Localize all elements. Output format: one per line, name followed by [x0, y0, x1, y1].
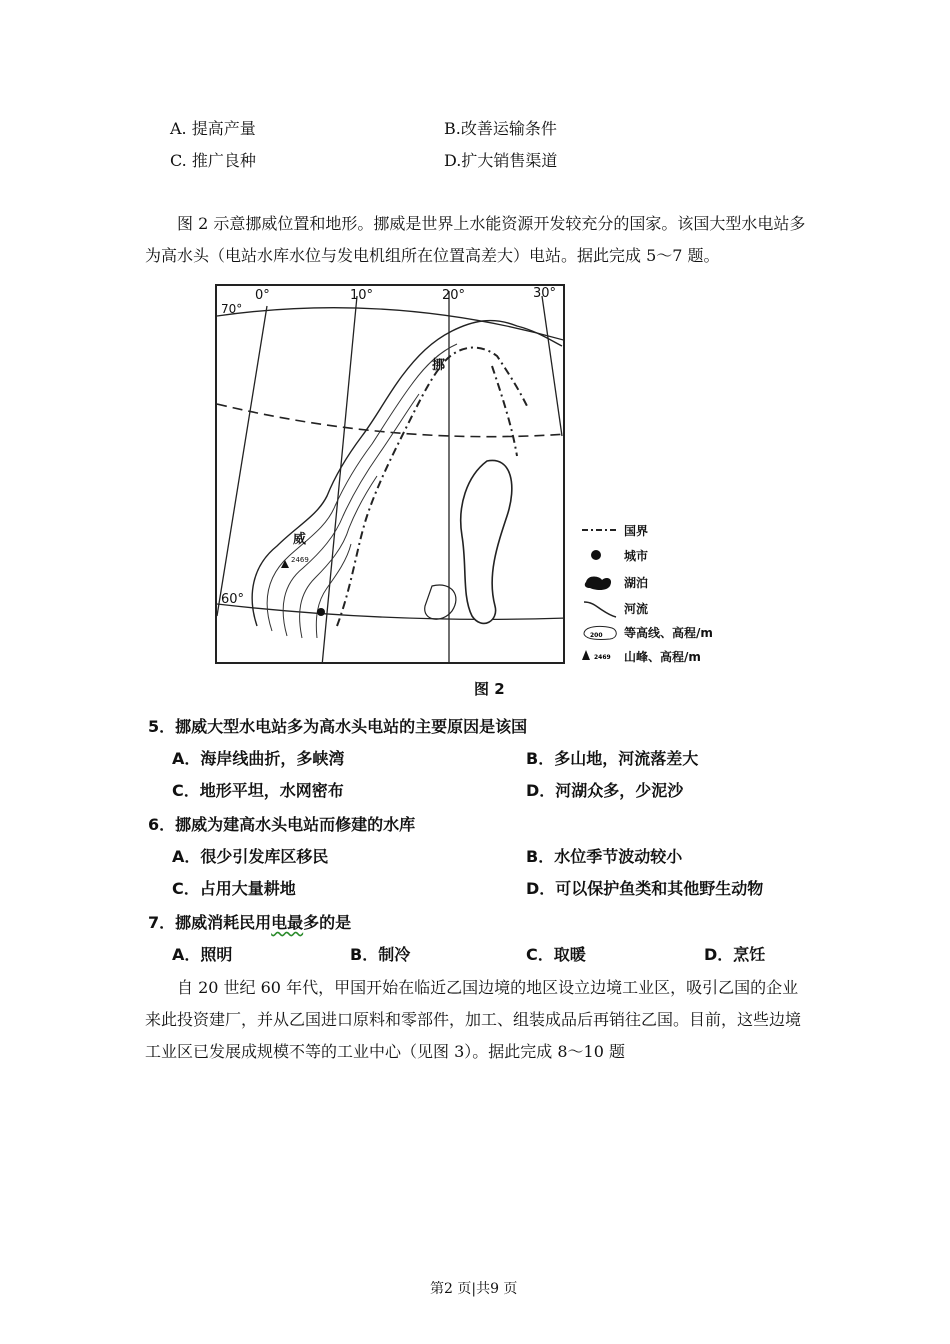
parallel-60	[217, 604, 565, 619]
peak-marker	[281, 560, 289, 568]
arctic-circle	[217, 404, 565, 437]
coastline	[252, 321, 562, 626]
map-graphic	[217, 286, 565, 664]
q6-option-b: B．水位季节波动较小	[526, 847, 683, 866]
lon-20-label: 20°	[442, 288, 466, 303]
city-icon	[580, 545, 620, 565]
oslo-city	[317, 608, 325, 616]
lon-0-label: 0°	[255, 288, 270, 303]
q7-option-a: A．照明	[172, 945, 233, 964]
figure-caption: 图 2	[474, 680, 505, 698]
border-finland	[492, 366, 517, 456]
lake	[425, 585, 456, 619]
lon-10-label: 10°	[350, 288, 374, 303]
q5-option-d: D．河湖众多，少泥沙	[526, 781, 684, 800]
legend-city-text: 城市	[624, 549, 649, 563]
q7-stem	[148, 910, 351, 933]
meridian-30	[542, 296, 562, 436]
legend-lake-text: 湖泊	[624, 576, 649, 590]
contour-2	[283, 394, 419, 636]
contour-1	[267, 344, 457, 631]
q5-option-a: A．海岸线曲折，多峡湾	[172, 749, 345, 768]
q6-option-d: D．可以保护鱼类和其他野生动物	[526, 879, 764, 898]
norway-map	[215, 284, 565, 664]
lon-30-label: 30°	[533, 286, 557, 301]
contour-4	[316, 544, 351, 638]
option-d: D.扩大销售渠道	[444, 151, 558, 170]
q7-option-d: D．烹饪	[704, 945, 766, 964]
q7-option-b: B．制冷	[350, 945, 411, 964]
lat-70-label: 70°	[221, 302, 243, 316]
peak-sym-text: 2469	[594, 654, 611, 661]
peak-value: 2469	[291, 556, 309, 564]
peak-icon	[580, 646, 620, 666]
q7-stem-part1: 7．挪威消耗民用	[148, 913, 272, 932]
q7-stem-part2: 电最	[271, 913, 304, 932]
option-c: C. 推广良种	[170, 151, 256, 170]
lake-icon	[580, 572, 620, 592]
border-icon	[580, 520, 620, 540]
intro-border-paragraph: 自 20 世纪 60 年代，甲国开始在临近乙国边境的地区设立边境工业区，吸引乙国的企业来此投资建厂，并从乙国进口原料和零部件，加工、组装成品后再销往乙国。目前，这些边境工业区已发展成规模不等的工业中心（见图 3）。据此完成 8～10 题	[145, 978, 802, 1061]
country-label-1: 挪	[432, 358, 446, 373]
q6-stem: 6．挪威为建高水头电站而修建的水库	[148, 815, 416, 834]
intro-paragraph: 图 2 示意挪威位置和地形。挪威是世界上水能资源开发较充分的国家。该国大型水电站多为高水头（电站水库水位与发电机组所在位置高差大）电站。据此完成 5～7 题。	[145, 214, 806, 265]
q7-option-c: C．取暖	[526, 945, 586, 964]
option-b: B.改善运输条件	[444, 119, 557, 138]
q5-stem: 5．挪威大型水电站多为高水头电站的主要原因是该国	[148, 717, 528, 736]
country-label-2: 威	[293, 532, 307, 547]
option-a: A. 提高产量	[170, 119, 256, 138]
q7-stem-part3: 多的是	[303, 913, 352, 932]
meridian-0	[217, 306, 267, 616]
q5-option-b: B．多山地，河流落差大	[526, 749, 699, 768]
gulf-of-bothnia	[461, 460, 512, 623]
contour-sym-text: 200	[590, 632, 603, 639]
river-icon	[580, 598, 620, 618]
q5-option-c: C．地形平坦，水网密布	[172, 781, 344, 800]
lat-60-label: 60°	[221, 592, 245, 607]
q6-option-a: A．很少引发库区移民	[172, 847, 329, 866]
meridian-10	[322, 296, 357, 664]
legend-river-text: 河流	[624, 602, 649, 616]
legend-border-text: 国界	[624, 524, 649, 538]
q6-option-c: C．占用大量耕地	[172, 879, 296, 898]
page-footer: 第2 页|共9 页	[430, 1281, 518, 1297]
legend-peak-text: 山峰、高程/m	[624, 650, 701, 664]
legend-contour-text: 等高线、高程/m	[624, 626, 713, 640]
contour-icon	[580, 622, 620, 642]
